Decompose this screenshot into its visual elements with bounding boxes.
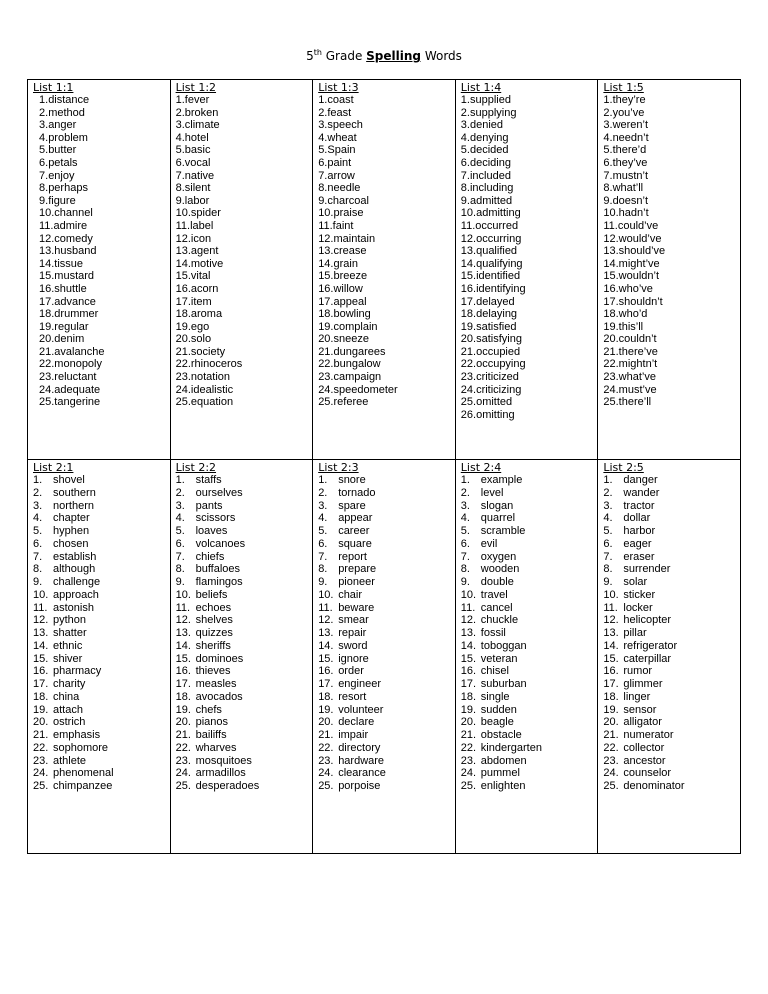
word-list: [603, 474, 735, 793]
list-cell: [170, 80, 313, 460]
list-item: 7. establish: [33, 550, 97, 563]
list-item: 18. resort: [318, 690, 367, 703]
list-item: 23.notation: [175, 371, 231, 384]
list-heading: List 2:4: [460, 461, 502, 474]
list-item: 9. solar: [603, 576, 648, 588]
list-item: 12.occurring: [460, 232, 522, 245]
list-item: 22.occupying: [460, 358, 526, 371]
list-item: 12.maintain: [318, 232, 376, 245]
list-item: 5.there’d: [603, 144, 647, 157]
list-item: 10.hadn’t: [603, 207, 649, 220]
list-heading: List 1:1: [33, 81, 74, 94]
list-item: 24. clearance: [318, 767, 386, 780]
list-item: 16.willow: [318, 282, 363, 295]
list-item: 5. scramble: [460, 525, 526, 537]
list-item: 17. engineer: [318, 678, 382, 690]
list-item: 23. ancestor: [603, 754, 666, 767]
list-item: 11.faint: [318, 219, 354, 232]
list-item: 7.mustn’t: [603, 169, 649, 182]
list-item: 13.agent: [175, 245, 219, 258]
list-item: 11. astonish: [33, 601, 94, 614]
list-item: 4.hotel: [175, 131, 209, 144]
list-item: 23.campaign: [318, 371, 382, 384]
list-item: 16. rumor: [603, 665, 653, 678]
list-item: 11. cancel: [460, 601, 513, 614]
list-item: 18. china: [33, 690, 80, 703]
list-item: 10. travel: [460, 588, 508, 601]
table-row: [28, 460, 741, 854]
list-item: 3.climate: [175, 119, 220, 132]
list-item: 22. directory: [318, 741, 381, 754]
list-cell: [28, 460, 171, 854]
list-item: 3. spare: [318, 499, 366, 512]
list-item: 20. alligator: [603, 716, 662, 729]
list-heading: List 1:4: [460, 81, 502, 94]
list-item: 18.drummer: [39, 308, 99, 321]
list-item: 1. snore: [318, 474, 366, 486]
list-item: 22. wharves: [175, 741, 237, 754]
list-item: 6.petals: [39, 156, 78, 169]
list-item: 4.wheat: [318, 131, 357, 144]
list-item: 14. toboggan: [460, 639, 527, 652]
word-list: [318, 94, 450, 409]
list-item: 19.satisfied: [460, 320, 517, 333]
list-item: 8. prepare: [318, 563, 377, 576]
list-item: 11.admire: [39, 219, 88, 232]
list-item: 11. echoes: [175, 601, 232, 614]
list-item: 8. buffaloes: [175, 563, 241, 576]
list-item: 25. enlighten: [460, 780, 526, 792]
list-item: 1.they’re: [603, 94, 646, 106]
list-item: 5. harbor: [603, 525, 656, 537]
list-item: 19.ego: [175, 320, 210, 333]
list-item: 20.satisfying: [460, 333, 522, 346]
list-item: 6. volcanoes: [175, 537, 246, 550]
list-item: 12. shelves: [175, 614, 233, 627]
list-item: 8.silent: [175, 182, 211, 195]
list-item: 6. evil: [460, 537, 498, 550]
list-item: 3.denied: [460, 119, 504, 132]
list-item: 6.vocal: [175, 156, 211, 169]
list-item: 13.qualified: [460, 245, 518, 258]
list-item: 2.you’ve: [603, 106, 645, 119]
list-item: 12. smear: [318, 614, 369, 627]
list-item: 10. beliefs: [175, 588, 228, 601]
list-item: 24.criticizing: [460, 383, 522, 396]
list-item: 22.mightn’t: [603, 358, 658, 371]
list-item: 7. chiefs: [175, 550, 225, 563]
list-item: 25.equation: [175, 396, 234, 409]
list-item: 23.reluctant: [39, 371, 97, 384]
list-item: 2.broken: [175, 106, 219, 119]
list-item: 13. shatter: [33, 627, 87, 639]
list-item: 13. pillar: [603, 627, 647, 639]
list-item: 2. wander: [603, 486, 660, 499]
list-item: 8. surrender: [603, 563, 671, 576]
list-item: 16. pharmacy: [33, 665, 102, 678]
list-item: 19. sudden: [460, 703, 517, 716]
list-item: 21.occupied: [460, 345, 521, 358]
list-item: 24.idealistic: [175, 383, 234, 396]
list-item: 18. single: [460, 690, 510, 703]
list-item: 14. ethnic: [33, 639, 83, 652]
list-item: 11.could’ve: [603, 219, 659, 232]
list-item: 7. oxygen: [460, 550, 517, 563]
list-item: 20. pianos: [175, 716, 229, 729]
list-item: 1. example: [460, 474, 523, 486]
list-item: 2. tornado: [318, 486, 376, 499]
list-item: 6. eager: [603, 537, 652, 550]
list-item: 6.paint: [318, 156, 352, 169]
list-item: 5.butter: [39, 144, 77, 157]
list-item: 18. linger: [603, 690, 651, 703]
list-item: 21. numerator: [603, 729, 674, 741]
list-item: 22.bungalow: [318, 358, 381, 371]
list-item: 15. ignore: [318, 652, 369, 665]
list-item: 3. slogan: [460, 499, 514, 512]
list-item: 10.praise: [318, 207, 364, 220]
list-item: 15.wouldn’t: [603, 270, 660, 283]
list-item: 9. flamingos: [175, 576, 243, 588]
list-item: 19.regular: [39, 320, 89, 333]
list-item: 24.adequate: [39, 383, 101, 396]
list-item: 13. quizzes: [175, 627, 233, 639]
list-item: 6. chosen: [33, 537, 89, 550]
list-item: 16. order: [318, 665, 364, 678]
list-cell: [313, 460, 456, 854]
list-item: 5.Spain: [318, 144, 356, 157]
list-item: 11.label: [175, 219, 214, 232]
list-item: 1.fever: [175, 94, 210, 106]
list-item: 7.included: [460, 169, 511, 182]
list-item: 3. northern: [33, 499, 94, 512]
word-list: [318, 474, 450, 793]
list-item: 25.referee: [318, 396, 369, 409]
list-item: 25. chimpanzee: [33, 780, 113, 792]
list-item: 20.solo: [175, 333, 212, 346]
list-item: 14.might’ve: [603, 257, 660, 270]
list-item: 17.item: [175, 295, 212, 308]
list-item: 23. abdomen: [460, 754, 527, 767]
list-item: 9.charcoal: [318, 194, 369, 207]
list-item: 14. refrigerator: [603, 639, 678, 652]
list-item: 4.needn’t: [603, 131, 649, 144]
list-item: 22. sophomore: [33, 741, 109, 754]
list-item: 18.bowling: [318, 308, 371, 321]
list-item: 15.breeze: [318, 270, 368, 283]
list-item: 2.supplying: [460, 106, 517, 119]
list-item: 15. shiver: [33, 652, 83, 665]
list-item: 8. although: [33, 563, 96, 576]
list-item: 19. chefs: [175, 703, 222, 716]
list-item: 13. fossil: [460, 627, 506, 639]
table-row: [28, 80, 741, 460]
list-item: 22.rhinoceros: [175, 358, 243, 371]
list-item: 16. thieves: [175, 665, 231, 678]
list-item: 17. measles: [175, 678, 237, 690]
list-item: 17. glimmer: [603, 678, 663, 690]
list-item: 25.there’ll: [603, 396, 652, 409]
list-item: 2. level: [460, 486, 504, 499]
list-item: 7.native: [175, 169, 215, 182]
list-item: 7.arrow: [318, 169, 355, 182]
list-item: 21. bailiffs: [175, 729, 227, 741]
list-cell: [455, 460, 598, 854]
list-item: 5. hyphen: [33, 525, 90, 537]
list-item: 25. desperadoes: [175, 780, 260, 792]
list-item: 11. locker: [603, 601, 653, 614]
list-item: 2.feast: [318, 106, 352, 119]
list-item: 7. eraser: [603, 550, 655, 563]
list-item: 26.omitting: [460, 408, 515, 421]
list-item: 15. veteran: [460, 652, 518, 665]
list-item: 13. repair: [318, 627, 367, 639]
list-item: 19. volunteer: [318, 703, 384, 716]
list-item: 24.must’ve: [603, 383, 657, 396]
list-item: 13.husband: [39, 245, 97, 258]
list-item: 20.denim: [39, 333, 85, 346]
list-item: 23.what’ve: [603, 371, 656, 384]
list-cell: [598, 80, 741, 460]
list-item: 5. career: [318, 525, 370, 537]
list-item: 10. chair: [318, 588, 363, 601]
list-item: 6.they’ve: [603, 156, 648, 169]
list-item: 20. ostrich: [33, 716, 86, 729]
list-item: 8. wooden: [460, 563, 520, 576]
list-item: 19. sensor: [603, 703, 657, 716]
list-item: 21. impair: [318, 729, 369, 741]
list-item: 4.problem: [39, 131, 88, 144]
list-item: 25. denominator: [603, 780, 685, 792]
list-item: 20.sneeze: [318, 333, 369, 346]
list-item: 3.anger: [39, 119, 77, 132]
list-item: 24. armadillos: [175, 767, 246, 780]
list-item: 17. suburban: [460, 678, 527, 690]
list-item: 9. pioneer: [318, 576, 375, 588]
list-item: 3.weren’t: [603, 119, 649, 132]
word-list: [176, 474, 308, 793]
list-item: 7.enjoy: [39, 169, 75, 182]
page-title: 5th Grade Spelling Words: [306, 48, 462, 63]
list-item: 25.omitted: [460, 396, 513, 409]
list-item: 24. counselor: [603, 767, 672, 780]
list-item: 16.who’ve: [603, 282, 653, 295]
list-cell: [598, 460, 741, 854]
list-item: 2. southern: [33, 486, 96, 499]
list-item: 19. attach: [33, 703, 83, 716]
list-item: 20.couldn’t: [603, 333, 657, 346]
list-item: 24.speedometer: [318, 383, 398, 396]
list-cell: [170, 460, 313, 854]
list-item: 24. pummel: [460, 767, 520, 780]
list-item: 1. staffs: [175, 474, 222, 486]
list-item: 6. square: [318, 537, 372, 550]
list-cell: [313, 80, 456, 460]
list-item: 17.delayed: [460, 295, 515, 308]
list-item: 14.grain: [318, 257, 358, 270]
list-item: 9.figure: [39, 194, 76, 207]
list-item: 1. shovel: [33, 474, 85, 486]
list-item: 4. chapter: [33, 512, 90, 525]
list-item: 3. tractor: [603, 499, 655, 512]
list-heading: List 2:3: [318, 461, 359, 474]
list-item: 1. danger: [603, 474, 658, 486]
list-item: 12.would’ve: [603, 232, 662, 245]
list-item: 10.channel: [39, 207, 93, 220]
list-item: 25. porpoise: [318, 780, 381, 792]
list-item: 3.speech: [318, 119, 363, 132]
list-item: 16.identifying: [460, 282, 526, 295]
list-item: 18.delaying: [460, 308, 518, 321]
list-item: 24. phenomenal: [33, 767, 114, 780]
list-item: 15. dominoes: [175, 652, 244, 665]
list-item: 5. loaves: [175, 525, 228, 537]
list-cell: [28, 80, 171, 460]
list-item: 21. emphasis: [33, 729, 101, 741]
list-item: 21.dungarees: [318, 345, 386, 358]
list-item: 4.denying: [460, 131, 509, 144]
word-list: [603, 94, 735, 409]
list-item: 12. chuckle: [460, 614, 519, 627]
list-item: 4. scissors: [175, 512, 236, 525]
list-item: 18. avocados: [175, 690, 243, 703]
list-item: 8.needle: [318, 182, 361, 195]
list-item: 15.mustard: [39, 270, 95, 283]
list-item: 20. declare: [318, 716, 375, 729]
list-item: 3. pants: [175, 499, 223, 512]
word-list: [176, 94, 308, 409]
list-item: 22. kindergarten: [460, 741, 542, 754]
list-item: 17. charity: [33, 678, 86, 690]
list-item: 23. hardware: [318, 754, 385, 767]
list-item: 13.should’ve: [603, 245, 666, 258]
list-item: 1.coast: [318, 94, 354, 106]
list-item: 17.appeal: [318, 295, 367, 308]
list-item: 21.society: [175, 345, 226, 358]
list-item: 14.qualifying: [460, 257, 523, 270]
list-item: 16. chisel: [460, 665, 509, 678]
list-item: 22.monopoly: [39, 358, 102, 371]
list-item: 15. caterpillar: [603, 652, 672, 665]
list-item: 10.admitting: [460, 207, 521, 220]
list-item: 1.supplied: [460, 94, 511, 106]
list-item: 21.there’ve: [603, 345, 658, 358]
list-item: 9.admitted: [460, 194, 513, 207]
list-cell: [455, 80, 598, 460]
list-item: 12.icon: [175, 232, 212, 245]
list-item: 17.shouldn’t: [603, 295, 663, 308]
list-item: 12. helicopter: [603, 614, 672, 627]
list-item: 8.what’ll: [603, 182, 644, 195]
list-item: 22. collector: [603, 741, 665, 754]
list-heading: List 2:1: [33, 461, 74, 474]
list-item: 4. quarrel: [460, 512, 516, 525]
list-item: 14.motive: [175, 257, 224, 270]
list-item: 23. athlete: [33, 754, 87, 767]
list-item: 18.who’d: [603, 308, 648, 321]
list-item: 9. challenge: [33, 576, 101, 588]
list-item: 8.including: [460, 182, 514, 195]
list-heading: List 2:5: [603, 461, 644, 474]
list-item: 20. beagle: [460, 716, 514, 729]
list-item: 6.deciding: [460, 156, 511, 169]
list-item: 9. double: [460, 576, 514, 588]
word-list: [461, 94, 593, 421]
list-item: 23.criticized: [460, 371, 519, 384]
list-item: 2.method: [39, 106, 85, 119]
list-item: 14. sword: [318, 639, 368, 652]
list-item: 23. mosquitoes: [175, 754, 252, 767]
list-item: 10. approach: [33, 588, 99, 601]
list-item: 15.vital: [175, 270, 211, 283]
list-item: 2. ourselves: [175, 486, 243, 499]
list-item: 14. sheriffs: [175, 639, 231, 652]
list-item: 5.decided: [460, 144, 509, 157]
list-item: 16.shuttle: [39, 282, 87, 295]
list-item: 4. dollar: [603, 512, 651, 525]
list-item: 21. obstacle: [460, 729, 522, 741]
list-heading: List 1:2: [175, 81, 217, 94]
list-item: 16.acorn: [175, 282, 219, 295]
list-item: 21.avalanche: [39, 345, 105, 358]
list-heading: List 1:3: [318, 81, 359, 94]
list-item: 12. python: [33, 614, 87, 627]
list-item: 9.doesn’t: [603, 194, 649, 207]
spelling-lists-table: [27, 79, 741, 854]
list-item: 17.advance: [39, 295, 96, 308]
list-item: 10. sticker: [603, 588, 656, 601]
list-item: 8.perhaps: [39, 182, 88, 195]
list-item: 18.aroma: [175, 308, 223, 321]
list-item: 1.distance: [39, 94, 90, 106]
list-heading: List 1:5: [603, 81, 644, 94]
list-item: 10.spider: [175, 207, 221, 220]
list-item: 4. appear: [318, 512, 373, 525]
list-item: 11. beware: [318, 601, 375, 614]
list-item: 11.occurred: [460, 219, 519, 232]
list-item: 19.this’ll: [603, 320, 644, 333]
list-item: 7. report: [318, 550, 367, 563]
list-item: 19.complain: [318, 320, 378, 333]
word-list: [461, 474, 593, 793]
word-list: [33, 474, 165, 793]
word-list: [33, 94, 165, 409]
list-item: 14.tissue: [39, 257, 84, 270]
list-item: 12.comedy: [39, 232, 93, 245]
list-item: 13.crease: [318, 245, 367, 258]
list-item: 15.identified: [460, 270, 521, 283]
list-heading: List 2:2: [175, 461, 217, 474]
list-item: 25.tangerine: [39, 396, 101, 409]
list-item: 9.labor: [175, 194, 210, 207]
list-item: 5.basic: [175, 144, 211, 157]
